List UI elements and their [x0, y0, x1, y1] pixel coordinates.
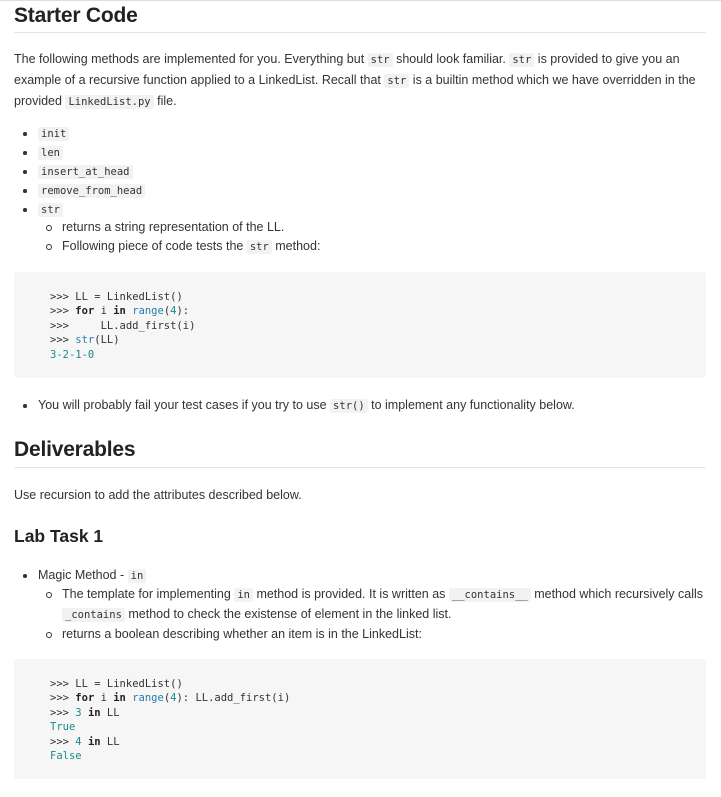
keyword: in — [113, 305, 126, 318]
intro-text: provided — [14, 94, 66, 108]
sub-list-item — [14, 585, 706, 625]
list-item — [14, 396, 706, 415]
warning-text: You will probably fail your test cases if you try to use — [38, 398, 331, 412]
prompt: >>> — [50, 692, 76, 705]
sub-item-text: method is provided. It is written as — [252, 587, 449, 601]
list-item — [14, 200, 706, 219]
lab-task-heading: Lab Task 1 — [14, 526, 104, 546]
sub-item-text: method which recursively calls — [530, 587, 704, 601]
top-border — [0, 0, 721, 1]
prompt: >>> — [50, 706, 76, 719]
keyword: in — [113, 692, 126, 705]
number: 3 — [75, 706, 82, 719]
list-item — [14, 181, 706, 200]
sub-item-text: returns a string representation of the LL. — [62, 220, 285, 234]
sub-item-text: Following piece of code tests the — [62, 239, 247, 253]
code-text: LL = LinkedList() — [75, 291, 183, 303]
inline-code: in — [234, 588, 253, 602]
prompt: >>> — [50, 334, 76, 347]
method-name: len — [38, 146, 63, 160]
intro-text: is provided to give you an — [534, 52, 680, 66]
keyword: for — [75, 305, 95, 318]
code-listing — [50, 290, 195, 362]
output: False — [50, 750, 82, 763]
number: 4 — [170, 692, 177, 705]
method-name: insert_at_head — [38, 165, 133, 179]
inline-code: str — [247, 240, 272, 254]
prompt: >>> — [50, 319, 101, 332]
method-name: init — [38, 127, 69, 141]
list-item — [14, 143, 706, 162]
lab-task-list — [14, 566, 706, 585]
intro-text: is a builtin method which we have overridden in the — [409, 73, 696, 87]
list-item — [14, 162, 706, 181]
prompt: >>> — [50, 305, 76, 318]
keyword: in — [81, 706, 101, 719]
inline-code: str — [368, 53, 393, 67]
code-text: ): LL.add_first(i) — [176, 692, 291, 705]
sub-item-text: returns a boolean describing whether an item is in the LinkedList: — [62, 627, 422, 641]
starter-code-heading: Starter Code — [14, 4, 138, 27]
inline-code: in — [128, 569, 147, 583]
number: 4 — [75, 735, 82, 748]
intro-text: example of a recursive function applied to a LinkedList. Recall that — [14, 73, 385, 87]
method-name: str — [38, 203, 63, 217]
prompt: >>> — [50, 291, 76, 303]
method-name: remove_from_head — [38, 184, 145, 198]
output: True — [50, 721, 76, 734]
heading-rule — [14, 467, 706, 468]
sub-item-text: method: — [271, 239, 321, 253]
keyword: for — [75, 692, 95, 705]
inline-code: _contains — [62, 608, 125, 622]
code-block-str — [14, 272, 706, 378]
heading-rule — [14, 32, 706, 33]
intro-paragraph — [14, 49, 706, 112]
builtin: range — [125, 305, 164, 318]
code-text: i — [94, 692, 114, 705]
code-text: ( — [163, 692, 171, 705]
list-item — [14, 124, 706, 143]
code-text: ): — [176, 305, 190, 318]
sub-list-item — [14, 625, 706, 644]
number: 4 — [170, 305, 177, 318]
code-text: i — [94, 305, 114, 318]
code-text: (LL) — [94, 334, 120, 347]
prompt: >>> — [50, 678, 76, 690]
sub-item-text: The template for implementing — [62, 587, 235, 601]
intro-text: should look familiar. — [392, 52, 510, 66]
code-text: LL — [100, 706, 120, 719]
warning-text: to implement any functionality below. — [367, 398, 575, 412]
code-text: LL = LinkedList() — [75, 678, 183, 690]
inline-code: __contains__ — [449, 588, 531, 602]
code-text: ( — [163, 305, 171, 318]
deliverables-heading: Deliverables — [14, 438, 136, 461]
output: 3-2-1-0 — [50, 348, 95, 361]
deliverables-intro: Use recursion to add the attributes described below. — [14, 488, 302, 502]
inline-code: LinkedList.py — [65, 95, 153, 109]
keyword: in — [81, 735, 101, 748]
prompt: >>> — [50, 735, 76, 748]
inline-code: str — [384, 74, 409, 88]
lab-task-sub-list — [14, 585, 706, 644]
code-block-in — [14, 659, 706, 779]
warning-list — [14, 396, 706, 415]
intro-text: file. — [153, 94, 177, 108]
list-item — [14, 566, 706, 585]
magic-method-text: Magic Method - — [38, 568, 128, 582]
sub-list-item — [14, 237, 706, 257]
str-sub-list — [14, 218, 706, 257]
intro-text: The following methods are implemented for you. Everything but — [14, 52, 368, 66]
methods-list — [14, 124, 706, 219]
code-listing — [50, 677, 290, 763]
code-text: LL — [100, 735, 120, 748]
code-text: LL.add_first(i) — [100, 319, 196, 332]
inline-code: str — [509, 53, 534, 67]
builtin: range — [125, 692, 164, 705]
sub-item-text: method to check the existense of element in the linked list. — [124, 607, 452, 621]
builtin: str — [75, 334, 95, 347]
inline-code: str() — [330, 399, 368, 413]
sub-list-item — [14, 218, 706, 237]
